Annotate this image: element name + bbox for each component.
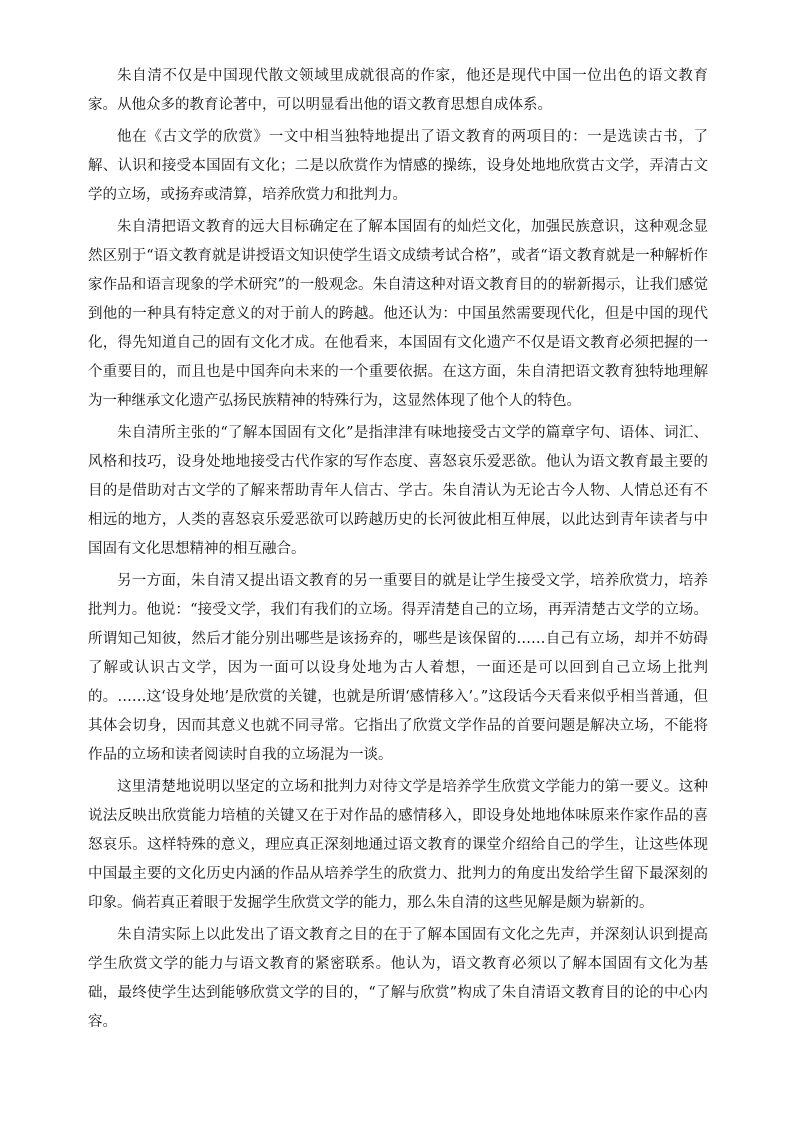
paragraph: 朱自清实际上以此发出了语文教育之目的在于了解本国固有文化之先声，并深刻认识到提高学生欣赏文学的能力与语文教育的紧密联系。他认为，语文教育必须以了解本国固有文化为基础，最终使学生达到能够欣赏文学的目的，“了解与欣赏”构成了朱自清语文教育目的论的中心内容。 (88, 927, 708, 1030)
document-page (88, 62, 708, 1040)
paragraph: 另一方面，朱自清又提出语文教育的另一重要目的就是让学生接受文学，培养欣赏力，培养批判力。他说：“接受文学，我们有我们的立场。得弄清楚自己的立场，再弄清楚古文学的立场。所谓知己知彼，然后才能分别出哪些是该扬弃的，哪些是该保留的……自己有立场，却并不妨碍了解或认识古文学，因为一面可以设身处地为古人着想，一面还是可以回到自己立场上批判的。……这‘设身处地’是欣赏的关键，也就是所谓‘感情移入’。”这段话今天看来似乎相当普通，但其体会切身，因而其意义也就不同寻常。它指出了欣赏文学作品的首要问题是解决立场，不能将作品的立场和读者阅读时自我的立场混为一谈。 (88, 573, 708, 763)
paragraph: 朱自清所主张的“了解本国固有文化”是指津津有味地接受古文学的篇章字句、语体、词汇、风格和技巧，设身处地地接受古代作家的写作态度、喜怒哀乐爱恶欲。他认为语文教育最主要的目的是借助对古文学的了解来帮助青年人信古、学古。朱自清认为无论古今人物、人情总还有不相远的地方，人类的喜怒哀乐爱恶欲可以跨越历史的长河彼此相互伸展，以此达到青年读者与中国固有文化思想精神的相互融合。 (88, 425, 708, 557)
paragraph: 这里清楚地说明以坚定的立场和批判力对待文学是培养学生欣赏文学能力的第一要义。这种说法反映出欣赏能力培植的关键又在于对作品的感情移入，即设身处地地体味原来作家作品的喜怒哀乐。这样特殊的意义，理应真正深刻地通过语文教育的课堂介绍给自己的学生，让这些体现中国最主要的文化历史内涵的作品从培养学生的欣赏力、批判力的角度出发给学生留下最深刻的印象。倘若真正着眼于发掘学生欣赏文学的能力，那么朱自清的这些见解是颇为崭新的。 (88, 779, 708, 911)
paragraph: 朱自清把语文教育的远大目标确定在了解本国固有的灿烂文化，加强民族意识，这种观念显然区别于“语文教育就是讲授语文知识使学生语文成绩考试合格”，或者“语文教育就是一种解析作家作品和语言现象的学术研究”的一般观念。朱自清这种对语文教育目的的崭新揭示，让我们感觉到他的一种具有特定意义的对于前人的跨越。他还认为：中国虽然需要现代化，但是中国的现代化，得先知道自己的固有文化才成。在他看来，本国固有文化遗产不仅是语文教育必须把握的一个重要目的，而且也是中国奔向未来的一个重要依据。在这方面，朱自清把语文教育独特地理解为一种继承文化遗产弘扬民族精神的特殊行为，这显然体现了他个人的特色。 (88, 219, 708, 409)
paragraph: 他在《古文学的欣赏》一文中相当独特地提出了语文教育的两项目的：一是选读古书，了解、认识和接受本国固有文化；二是以欣赏作为情感的操练，设身处地地欣赏古文学，弄清古文学的立场，或扬弃或清算，培养欣赏力和批判力。 (88, 129, 708, 203)
paragraph: 朱自清不仅是中国现代散文领域里成就很高的作家，他还是现代中国一位出色的语文教育家。从他众多的教育论著中，可以明显看出他的语文教育思想自成体系。 (88, 68, 708, 113)
